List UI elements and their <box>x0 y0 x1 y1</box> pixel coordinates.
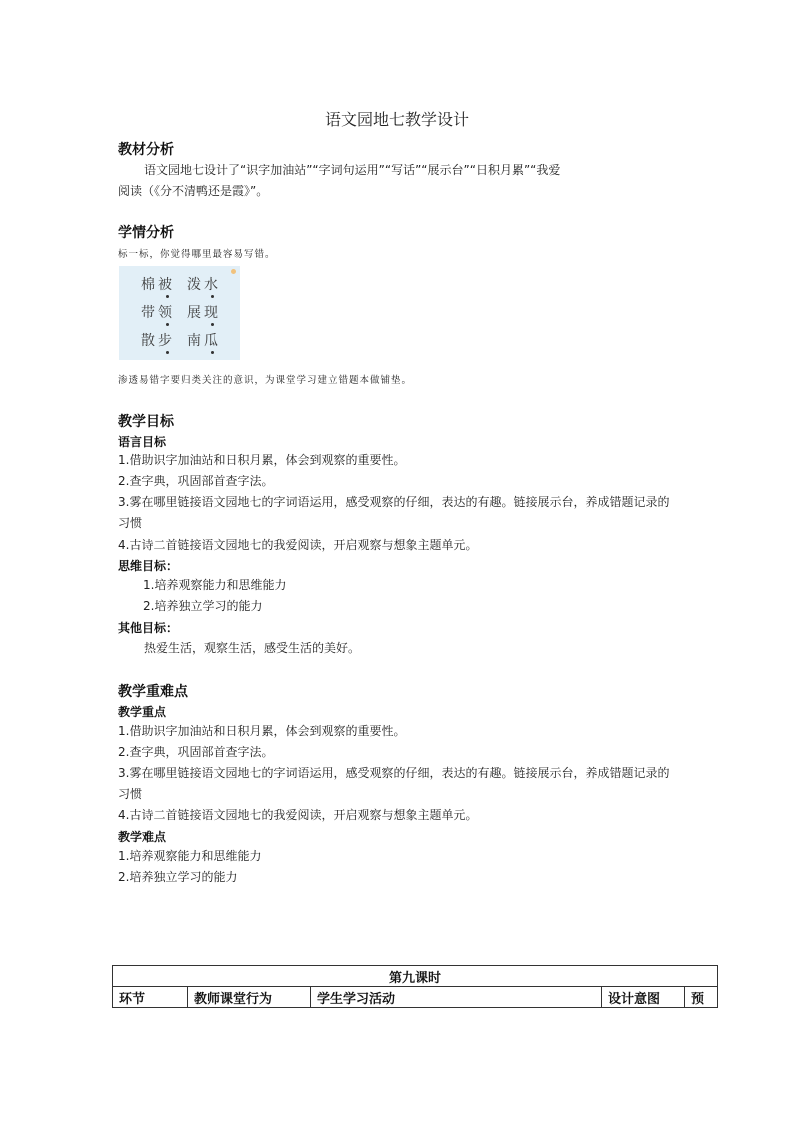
goals-language-item: 4.古诗二首链接语文园地七的我爱阅读，开启观察与想象主题单元。 <box>118 538 478 552</box>
learner-note: 渗透易错字要归类关注的意识，为课堂学习建立错题本做铺垫。 <box>118 375 413 386</box>
mark-dot-icon <box>166 295 169 298</box>
page-title: 语文园地七教学设计 <box>324 110 469 129</box>
keypoints-key-item: 4.古诗二首链接语文园地七的我爱阅读，开启观察与想象主题单元。 <box>118 808 478 822</box>
word-item: 散步 <box>141 333 175 349</box>
goals-language-title: 语言目标 <box>118 435 167 449</box>
goals-other-title: 其他目标： <box>118 621 179 635</box>
mark-dot-icon <box>211 295 214 298</box>
mark-dot-icon <box>211 323 214 326</box>
word-exercise-image <box>119 266 240 360</box>
goals-thinking-item: 2.培养独立学习的能力 <box>143 599 263 613</box>
word-item: 带领 <box>141 305 175 321</box>
column-header: 学生学习活动 <box>311 987 602 1008</box>
goals-language-item: 2.查字典，巩固部首查字法。 <box>118 474 274 488</box>
word-item: 泼水 <box>187 277 221 293</box>
keypoints-key-item: 习惯 <box>118 787 143 801</box>
section-heading-learner: 学情分析 <box>118 225 174 241</box>
mark-dot-icon <box>211 351 214 354</box>
column-header: 环节 <box>113 987 188 1008</box>
word-item: 南瓜 <box>187 333 221 349</box>
learner-prompt: 标一标，你觉得哪里最容易写错。 <box>118 249 276 260</box>
keypoints-key-item: 3.雾在哪里链接语文园地七的字词语运用，感受观察的仔细，表达的有趣。链接展示台，养成错题记录的 <box>118 766 670 780</box>
table-header-row <box>113 987 718 1008</box>
section-heading-goals: 教学目标 <box>118 414 174 430</box>
column-header: 设计意图 <box>602 987 685 1008</box>
mark-dot-icon <box>166 351 169 354</box>
keypoints-difficult-item: 2.培养独立学习的能力 <box>118 870 238 884</box>
word-item: 棉被 <box>141 277 175 293</box>
keypoints-key-title: 教学重点 <box>118 705 167 719</box>
keypoints-difficult-title: 教学难点 <box>118 830 167 844</box>
column-header: 教师课堂行为 <box>188 987 311 1008</box>
materials-paragraph-line1: 语文园地七设计了“识字加油站”“字词句运用”“写话”“展示台”“日积月累”“我爱 <box>144 163 561 177</box>
goals-language-item: 3.雾在哪里链接语文园地七的字词语运用，感受观察的仔细，表达的有趣。链接展示台，养成错题记录的 <box>118 495 670 509</box>
section-heading-keypoints: 教学重难点 <box>118 684 188 700</box>
goals-thinking-title: 思维目标： <box>118 559 179 573</box>
keypoints-key-item: 1.借助识字加油站和日积月累，体会到观察的重要性。 <box>118 724 406 738</box>
table-title-row <box>113 966 718 987</box>
mark-dot-icon <box>166 323 169 326</box>
goals-language-item: 习惯 <box>118 516 143 530</box>
goals-other-item: 热爱生活，观察生活，感受生活的美好。 <box>144 641 361 655</box>
materials-paragraph-line2: 阅读（《分不清鸭还是霞》”。 <box>118 184 269 198</box>
keypoints-key-item: 2.查字典，巩固部首查字法。 <box>118 745 274 759</box>
lesson-table-title: 第九课时 <box>113 966 718 987</box>
word-item: 展现 <box>187 305 221 321</box>
corner-dot-icon <box>231 269 236 274</box>
keypoints-difficult-item: 1.培养观察能力和思维能力 <box>118 849 262 863</box>
lesson-table <box>112 965 718 1008</box>
goals-language-item: 1.借助识字加油站和日积月累，体会到观察的重要性。 <box>118 453 406 467</box>
goals-thinking-item: 1.培养观察能力和思维能力 <box>143 578 287 592</box>
column-header: 预 <box>685 987 718 1008</box>
section-heading-materials: 教材分析 <box>118 142 174 158</box>
